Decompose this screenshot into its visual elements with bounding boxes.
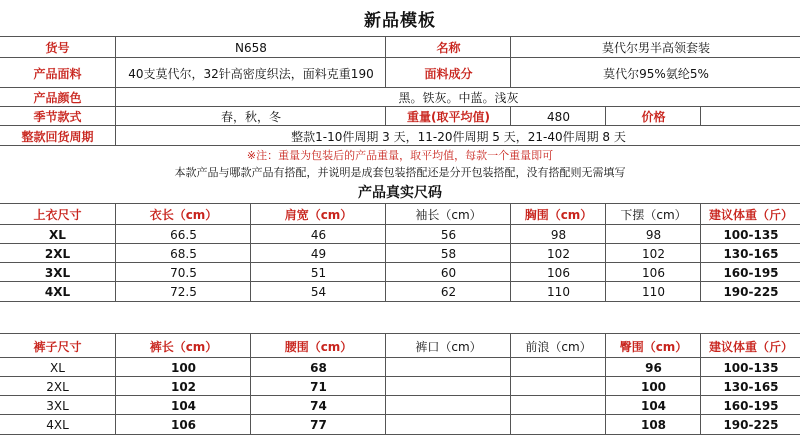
tops-chest[interactable]: 110 xyxy=(510,282,606,301)
info-row-season xyxy=(0,106,800,126)
tops-hem[interactable]: 106 xyxy=(605,263,701,282)
tops-size: XL xyxy=(49,227,66,242)
tops-weight[interactable]: 160-195 xyxy=(700,263,800,282)
tops-sleeve[interactable]: 60 xyxy=(385,263,511,282)
pants-header-row xyxy=(0,333,800,358)
pants-waist[interactable]: 74 xyxy=(250,396,386,415)
note-row-2 xyxy=(0,163,800,181)
note-row-1 xyxy=(0,145,800,164)
note-weight: ※注：重量为包装后的产品重量，取平均值，每款一个重量即可 xyxy=(246,149,554,162)
pants-hip[interactable]: 96 xyxy=(605,358,701,377)
tops-size: 2XL xyxy=(44,246,71,261)
title-row xyxy=(0,0,800,36)
name-label: 名称 xyxy=(385,37,511,58)
table-row xyxy=(0,357,800,377)
pants-hip[interactable]: 100 xyxy=(605,377,701,396)
pants-length[interactable]: 104 xyxy=(115,396,251,415)
tops-chest[interactable]: 102 xyxy=(510,244,606,263)
info-row-restock xyxy=(0,125,800,146)
pants-waist[interactable]: 77 xyxy=(250,415,386,434)
tops-header-chest: 胸围（cm） xyxy=(510,204,606,225)
price-label: 价格 xyxy=(605,107,701,126)
pants-header-length: 裤长（cm） xyxy=(115,334,251,358)
tops-header-weight: 建议体重（斤） xyxy=(700,204,800,225)
pants-size: 2XL xyxy=(46,379,69,394)
pants-header-front-rise: 前浪（cm） xyxy=(510,334,606,358)
pants-weight[interactable]: 190-225 xyxy=(700,415,800,434)
tops-length[interactable]: 66.5 xyxy=(115,225,251,244)
tops-sleeve[interactable]: 58 xyxy=(385,244,511,263)
tops-sleeve[interactable]: 56 xyxy=(385,225,511,244)
tops-shoulder[interactable]: 49 xyxy=(250,244,386,263)
fabric-label: 产品面料 xyxy=(33,66,82,81)
restock-label: 整款回货周期 xyxy=(21,129,94,144)
price-value[interactable] xyxy=(700,107,800,126)
colors-value[interactable]: 黑。铁灰。中蓝。浅灰 xyxy=(115,88,800,107)
table-row xyxy=(0,281,800,302)
pants-weight[interactable]: 100-135 xyxy=(700,358,800,377)
weight-label: 重量(取平均值) xyxy=(385,107,511,126)
pants-header-leg-opening: 裤口（cm） xyxy=(385,334,511,358)
colors-label: 产品颜色 xyxy=(33,91,82,105)
tops-chest[interactable]: 98 xyxy=(510,225,606,244)
season-label: 季节款式 xyxy=(33,110,82,124)
tops-hem[interactable]: 102 xyxy=(605,244,701,263)
pants-hip[interactable]: 108 xyxy=(605,415,701,434)
pants-header-size: 裤子尺寸 xyxy=(33,339,82,354)
table-row xyxy=(0,262,800,282)
tops-header-row xyxy=(0,203,800,225)
tops-length[interactable]: 70.5 xyxy=(115,263,251,282)
tops-header-size: 上衣尺寸 xyxy=(33,208,82,222)
tops-hem[interactable]: 110 xyxy=(605,282,701,301)
tops-hem[interactable]: 98 xyxy=(605,225,701,244)
name-value[interactable]: 莫代尔男半高领套装 xyxy=(510,37,800,58)
info-row-colors xyxy=(0,87,800,107)
pants-leg-opening[interactable] xyxy=(385,415,511,434)
pants-size: 4XL xyxy=(46,417,69,432)
table-row xyxy=(0,395,800,415)
tops-shoulder[interactable]: 46 xyxy=(250,225,386,244)
item-no-value[interactable]: N658 xyxy=(115,37,386,58)
pants-front-rise[interactable] xyxy=(510,358,606,377)
pants-leg-opening[interactable] xyxy=(385,377,511,396)
size-title-row xyxy=(0,181,800,203)
pants-front-rise[interactable] xyxy=(510,377,606,396)
tops-weight[interactable]: 130-165 xyxy=(700,244,800,263)
tops-shoulder[interactable]: 54 xyxy=(250,282,386,301)
note-matching: 本款产品与哪款产品有搭配，并说明是成套包装搭配还是分开包装搭配，没有搭配则无需填写 xyxy=(174,166,626,179)
tops-length[interactable]: 72.5 xyxy=(115,282,251,301)
pants-front-rise[interactable] xyxy=(510,396,606,415)
pants-length[interactable]: 102 xyxy=(115,377,251,396)
pants-weight[interactable]: 160-195 xyxy=(700,396,800,415)
tops-length[interactable]: 68.5 xyxy=(115,244,251,263)
pants-hip[interactable]: 104 xyxy=(605,396,701,415)
table-row xyxy=(0,414,800,435)
page-title: 新品模板 xyxy=(364,10,436,31)
table-row xyxy=(0,224,800,244)
pants-weight[interactable]: 130-165 xyxy=(700,377,800,396)
pants-waist[interactable]: 71 xyxy=(250,377,386,396)
tops-weight[interactable]: 190-225 xyxy=(700,282,800,301)
composition-label: 面料成分 xyxy=(385,58,511,88)
pants-header-hip: 臀围（cm） xyxy=(605,334,701,358)
composition-value[interactable]: 莫代尔95%氨纶5% xyxy=(510,58,800,88)
tops-weight[interactable]: 100-135 xyxy=(700,225,800,244)
pants-header-weight: 建议体重（斤） xyxy=(700,334,800,358)
tops-shoulder[interactable]: 51 xyxy=(250,263,386,282)
tops-header-shoulder: 肩宽（cm） xyxy=(250,204,386,225)
info-row-fabric xyxy=(0,57,800,88)
pants-waist[interactable]: 68 xyxy=(250,358,386,377)
tops-size: 4XL xyxy=(44,284,71,299)
pants-size: 3XL xyxy=(46,398,69,413)
tops-sleeve[interactable]: 62 xyxy=(385,282,511,301)
size-title: 产品真实尺码 xyxy=(358,185,442,201)
tops-size: 3XL xyxy=(44,265,71,280)
pants-length[interactable]: 106 xyxy=(115,415,251,434)
table-row xyxy=(0,243,800,263)
restock-value[interactable]: 整款1-10件周期 3 天，11-20件周期 5 天，21-40件周期 8 天 xyxy=(115,126,800,146)
pants-front-rise[interactable] xyxy=(510,415,606,434)
pants-length[interactable]: 100 xyxy=(115,358,251,377)
table-row xyxy=(0,376,800,396)
pants-leg-opening[interactable] xyxy=(385,358,511,377)
fabric-value[interactable]: 40支莫代尔，32针高密度织法，面料克重190 xyxy=(115,58,386,88)
tops-header-length: 衣长（cm） xyxy=(115,204,251,225)
pants-leg-opening[interactable] xyxy=(385,396,511,415)
pants-size: XL xyxy=(50,360,65,375)
info-row-item xyxy=(0,36,800,58)
tops-header-sleeve: 袖长（cm） xyxy=(385,204,511,225)
item-no-label: 货号 xyxy=(45,41,70,55)
pants-header-waist: 腰围（cm） xyxy=(250,334,386,358)
season-value[interactable]: 春，秋，冬 xyxy=(115,107,386,126)
weight-value[interactable]: 480 xyxy=(510,107,606,126)
tops-header-hem: 下摆（cm） xyxy=(605,204,701,225)
tops-chest[interactable]: 106 xyxy=(510,263,606,282)
